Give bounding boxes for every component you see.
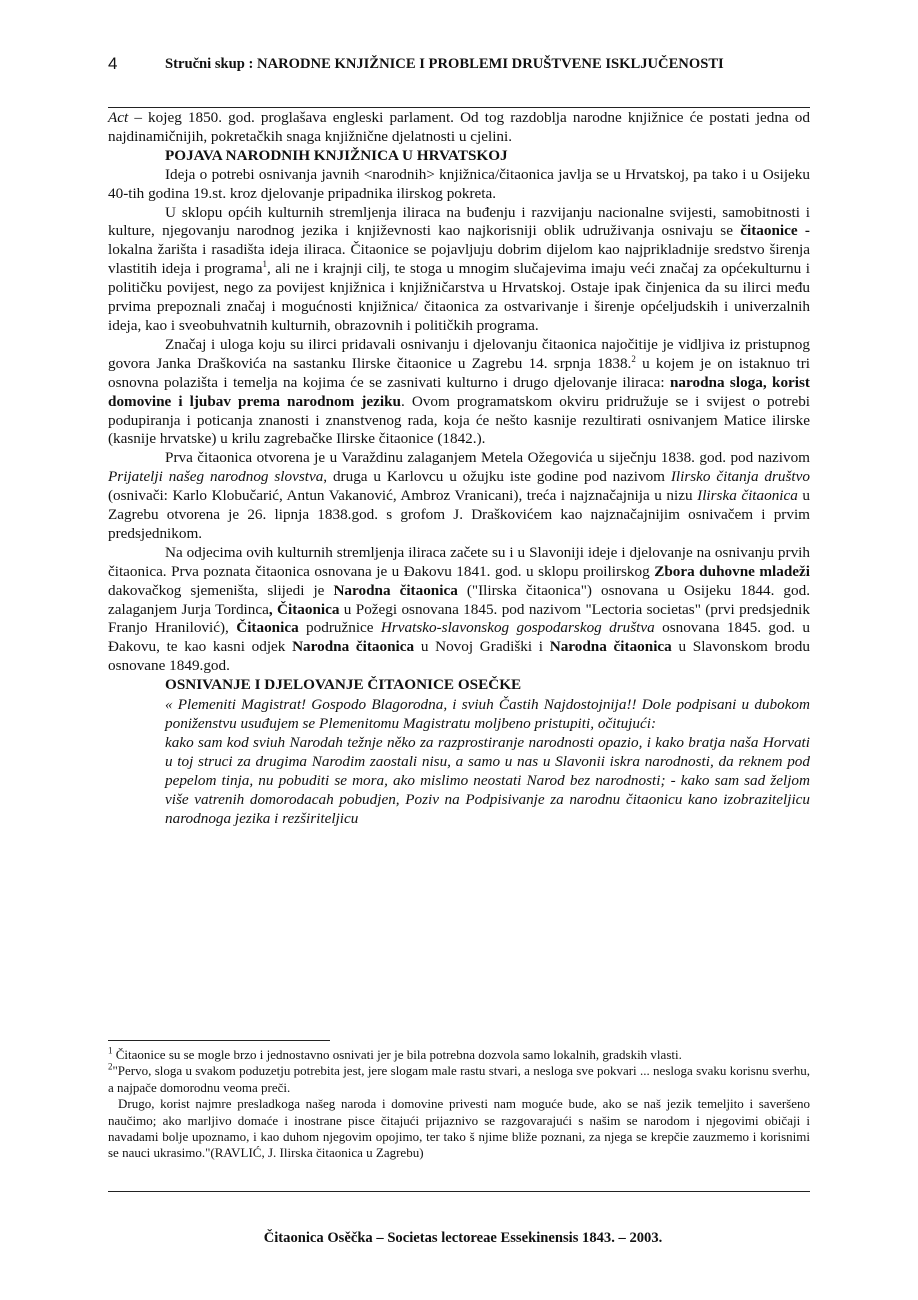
- paragraph: U sklopu općih kulturnih stremljenja iliraca na buđenju i razvijanju nacionalne svijesti, samobitnosti i kulture, njegovanju narodnog jezika i književnosti kao najkorisniji oblik udruživanja osnivaju se čitaonice - lokalna žarišta i rasadišta ideja iliraca. Čitaonice se pojavljuju dobrim dijelom kao najprikladnije sredstvo širenja vlastitih ideja i programa$^1$, ali ne i krajnji cilj, te stoga u mnogim slučajevima imaju veći značaj za općekulturnu i političku povijest, nego za povijest knjižnica i knjižničarstva u Hrvatskoj. Ostaje ipak činjenica da su ilirci među prvima prepoznali značaj i mogućnosti knjižnica/ čitaonica za ostvarivanje i širenje općeljudskih i univerzalnih ideja, kao i sveobuhvatnih kulturnih, obrazovnih i političkih programa.: [108, 203, 810, 334]
- running-title: Stručni skup : NARODNE KNJIŽNICE I PROBLEMI DRUŠTVENE ISKLJUČENOSTI: [165, 56, 724, 72]
- footnote-2-continuation: Drugo, korist najmre presladkoga našeg naroda i domovine privesti nam moguće bude, ako se naš jezik temeljito i saveršeno naučimo; ako marljivo domaće i inostrane pisce čitajući prijaznivo se razgovarajući s našim se narodom i njegovimi običaji i navadami bolje upoznamo, i kao duhom njegovim opojimo, ter tako š njime bliže poznani, za njega se krepčie zauzmemo i korisnimi se nauci ukrasimo."(RAVLIĆ, J. Ilirska čitaonica u Zagrebu): [108, 1096, 810, 1161]
- footnote-1: $^1$ Čitaonice su se mogle brzo i jednostavno osnivati jer je bila potrebna dozvola samo lokalnih, gradskih vlasti.: [108, 1045, 682, 1062]
- header-rule: [108, 107, 810, 108]
- paragraph: Na odjecima ovih kulturnih stremljenja iliraca začete su i u Slavoniji ideje i djelovanje na osnivanju prvih čitaonica. Prva poznata čitaonica osnovana je u Đakovu 1841. god. u sklopu proilirskog Zbora duhovne mladeži dakovačkog sjemeništa, slijedi je Narodna čitaonica ("Ilirska čitaonica") osnovana u Osijeku 1844. god. zalaganjem Jurja Tordinca, Čitaonica u Požegi osnovana 1845. pod nazivom "Lectoria societas" (prvi predsjednik Franjo Hranilović), Čitaonica podružnice Hrvatsko-slavonskog gospodarskog društva osnovana 1845. god. u Đakovu, te kao kasni odjek Narodna čitaonica u Novoj Gradiški i Narodna čitaonica u Slavonskom brodu osnovane 1849.god.: [108, 543, 810, 675]
- quote-line: kako sam kod sviuh Narodah težnje něko za razprostiranje narodnosti opazio, i kako bratja naša Horvati u toj struci za drugima Narodim zaostali nisu, a samo u nas u Slavonii iskra narodnosti, da reknem pod pepelom tinja, nu pobuditi se mora, ako mislimo neostati Narod bez narodnosti; - kako sam sad željom više vatrenih domorodacah pobudjen, Poziv na Podpisivanje za narodnu čitaonicu kano izobraziteljicu narodnoga jezika i rezširiteljicu: [165, 734, 810, 828]
- footnote-ref[interactable]: 2: [631, 353, 636, 364]
- section-heading-osnivanje: OSNIVANJE I DJELOVANJE ČITAONICE OSEČKE: [165, 676, 522, 694]
- paragraph-continuation: Act – kojeg 1850. god. proglašava engleski parlament. Od tog razdoblja narodne knjižnice će postati jedna od najdinamičnijih, pokretačkih snaga knjižnične djelatnosti u cjelini.: [108, 109, 810, 145]
- paragraph: Ideja o potrebi osnivanja javnih <narodnih> knjižnica/čitaonica javlja se u Hrvatskoj, pa tako i u Osijeku 40-tih godina 19.st. kroz djelovanje pripadnika ilirskog pokreta.: [108, 165, 810, 202]
- paragraph: Prva čitaonica otvorena je u Varaždinu zalaganjem Metela Ožegovića u siječnju 1838. god. pod nazivom Prijatelji našeg narodnog slovstva, druga u Karlovcu u ožujku iste godine pod nazivom Ilirsko čitanja društvo (osnivači: Karlo Klobučarić, Antun Vakanović, Ambroz Vranicani), treća i najznačajnija u nizu Ilirska čitaonica u Zagrebu otvorena je 26. lipnja 1838.god. s grofom J. Draškovićem kao najznačajnijim osnivačem i prvim predsjednikom.: [108, 449, 811, 542]
- page-number: 4: [108, 54, 118, 73]
- paragraph: Značaj i uloga koju su ilirci pridavali osnivanju i djelovanju čitaonica najočitije je vidljiva iz pristupnog govora Janka Draškovića na sastanku Ilirske čitaonice u Zagrebu 14. srpnja 1838.$^2$ u kojem je on istaknuo tri osnovna polazišta i temelja na kojima će se zasnivati kulturno i drugo djelovanje iliraca: narodna sloga, korist domovine i ljubav prema narodnom jeziku. Ovom programatskom okviru pridružuje se i svijest o potrebi podupiranja i poticanja znanosti i znanstvenog rada, koja će nešto kasnije rezultirati osnivanjem Matice ilirske (kasnije hrvatske) u krilu zagrebačke Ilirske čitaonice (1842.).: [108, 335, 811, 448]
- page-footer: Čitaonica Osěčka – Societas lectoreae Essekinensis 1843. – 2003.: [263, 1230, 663, 1246]
- section-heading-pojava: POJAVA NARODNIH KNJIŽNICA U HRVATSKOJ: [165, 146, 508, 164]
- footnote-separator: [108, 1040, 330, 1041]
- body-text: [108, 109, 810, 828]
- block-quote: [108, 695, 810, 828]
- quote-line: « Plemeniti Magistrat! Gospodo Blagorodna, i sviuh Častih Najdostojnija!! Dole podpisani u dubokom poniženstvu usuđujem se Plemenitomu Magistratu moljbeno pristupiti, očitujući:: [165, 696, 810, 733]
- footer-rule: [108, 1191, 810, 1192]
- footnotes: [108, 1047, 810, 1162]
- footnote-2: $^2$"Pervo, sloga u svakom poduzetju potrebita jest, jere slogam male rastu stvari, a nesloga sve pokvari ... nesloga svaku korisnu sverhu, a najpače domorodnu veoma preči.: [108, 1062, 810, 1095]
- footnote-ref[interactable]: 1: [262, 259, 267, 270]
